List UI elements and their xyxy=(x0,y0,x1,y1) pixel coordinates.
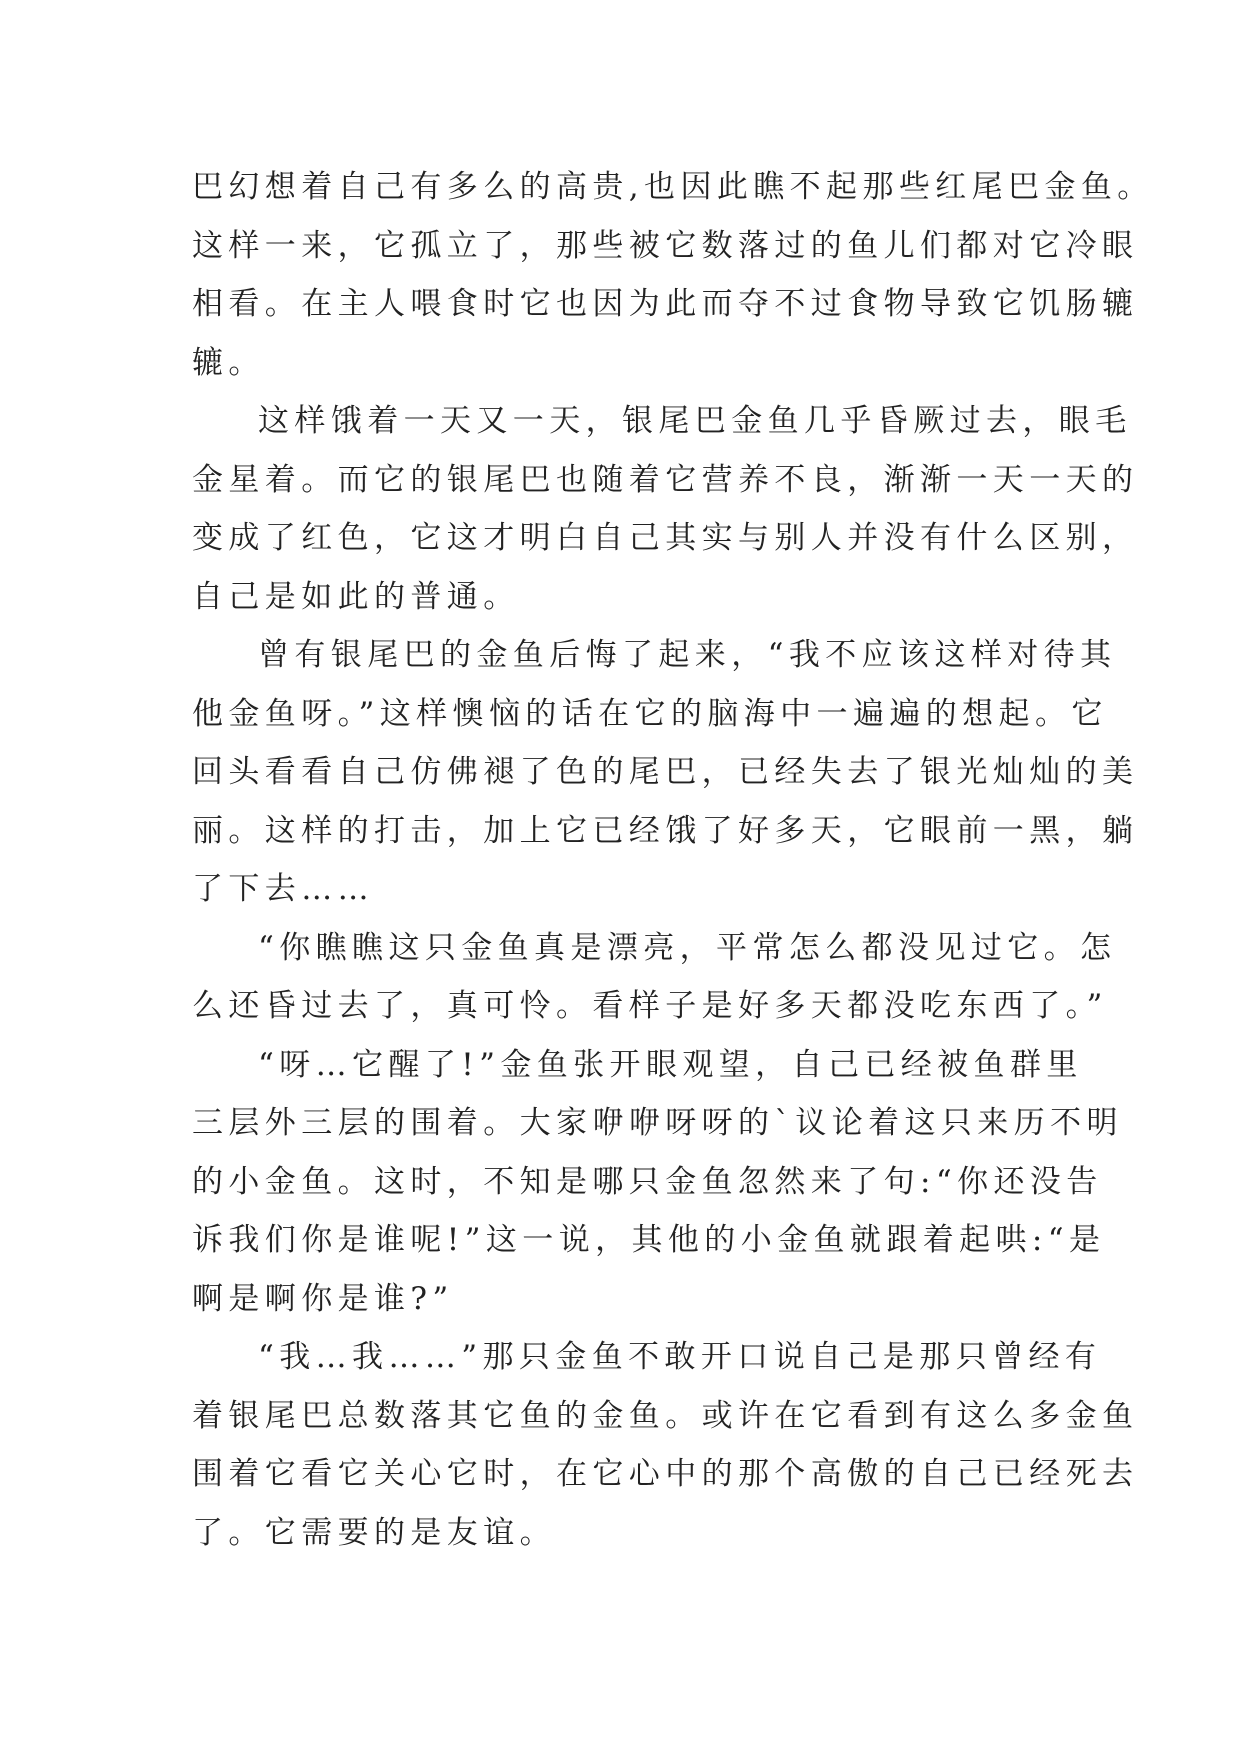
text-line: 围着它看它关心它时，在它心中的那个高傲的自己已经死去 xyxy=(192,1456,1139,1492)
text-line: 么还昏过去了，真可怜。看样子是好多天都没吃东西了。” xyxy=(192,988,1108,1024)
text-line: 金星着。而它的银尾巴也随着它营养不良，渐渐一天一天的 xyxy=(192,461,1139,498)
text-line: 了。它需要的是友谊。 xyxy=(192,1514,556,1551)
text-line: 回头看看自己仿佛褪了色的尾巴，已经失去了银光灿灿的美 xyxy=(192,754,1139,790)
text-line: 辘。 xyxy=(192,344,265,381)
text-line: 自己是如此的普通。 xyxy=(192,578,520,615)
text-line: 诉我们你是谁呢!”这一说，其他的小金鱼就跟着起哄:“是 xyxy=(192,1222,1106,1258)
text-line: 丽。这样的打击，加上它已经饿了好多天，它眼前一黑，躺 xyxy=(192,812,1139,849)
text-line: 三层外三层的围着。大家咿咿呀呀的`议论着这只来历不明 xyxy=(192,1105,1123,1141)
paragraph-first-line: “呀…它醒了!”金鱼张开眼观望，自己已经被鱼群里 xyxy=(258,1046,1083,1083)
text-line: 他金鱼呀。”这样懊恼的话在它的脑海中一遍遍的想起。它 xyxy=(192,695,1108,732)
paragraph-first-line: “我…我……”那只金鱼不敢开口说自己是那只曾经有 xyxy=(258,1339,1102,1375)
paragraph-first-line: 曾有银尾巴的金鱼后悔了起来，“我不应该这样对待其 xyxy=(258,637,1117,673)
text-line: 变成了红色，它这才明白自己其实与别人并没有什么区别， xyxy=(192,520,1139,556)
text-line: 啊是啊你是谁?” xyxy=(192,1280,454,1317)
text-line: 着银尾巴总数落其它鱼的金鱼。或许在它看到有这么多金鱼 xyxy=(192,1397,1139,1434)
paragraph-first-line: 这样饿着一天又一天，银尾巴金鱼几乎昏厥过去，眼毛 xyxy=(258,403,1132,439)
text-line: 相看。在主人喂食时它也因为此而夺不过食物导致它饥肠辘 xyxy=(192,286,1139,322)
text-line: 的小金鱼。这时，不知是哪只金鱼忽然来了句:“你还没告 xyxy=(192,1163,1103,1200)
document-body xyxy=(192,158,1154,1562)
text-line: 了下去…… xyxy=(192,871,374,907)
paragraph-first-line: “你瞧瞧这只金鱼真是漂亮，平常怎么都没见过它。怎 xyxy=(258,929,1117,966)
text-line: 巴幻想着自己有多么的高贵,也因此瞧不起那些红尾巴金鱼。 xyxy=(192,169,1154,205)
text-line: 这样一来，它孤立了，那些被它数落过的鱼儿们都对它冷眼 xyxy=(192,227,1139,264)
